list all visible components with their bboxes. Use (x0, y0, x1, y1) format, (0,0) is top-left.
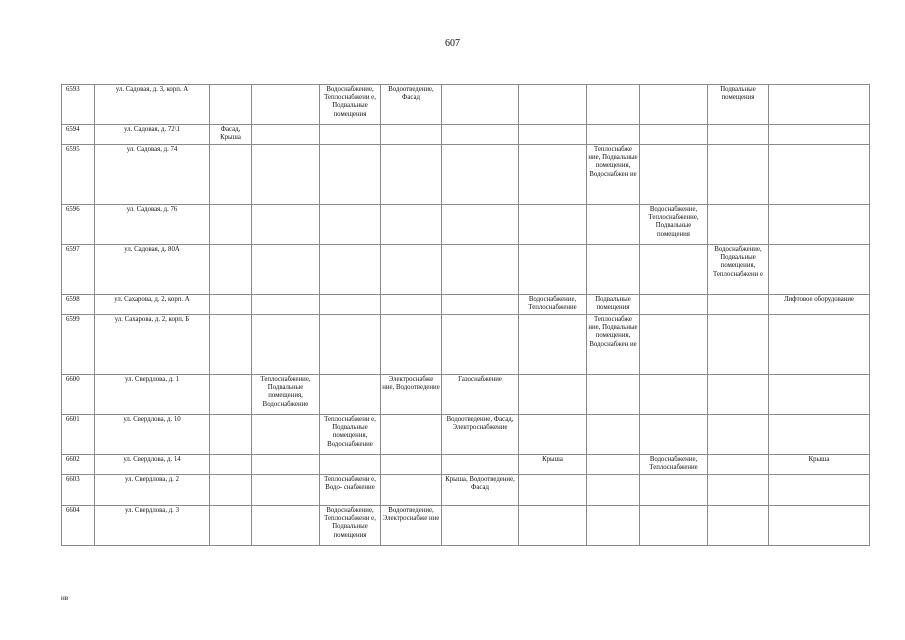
work-type-cell: Газоснабжение (442, 375, 519, 415)
work-type-cell (320, 145, 381, 205)
row-number-cell: 6599 (62, 315, 95, 375)
work-type-cell (708, 315, 769, 375)
table-row (62, 245, 870, 295)
work-type-cell: Водоснабжение, Теплоснабжени е, Подвальные помещения (320, 506, 381, 546)
table-row (62, 455, 870, 475)
work-type-cell (381, 415, 442, 455)
work-type-cell (320, 455, 381, 475)
work-type-cell: Теплоснабже ние, Подвальные помещения, Водоснабжен ие (587, 145, 640, 205)
address-cell: ул. Садовая, д. 80А (95, 245, 210, 295)
work-type-cell (708, 415, 769, 455)
address-cell: ул. Садовая, д. 72\1 (95, 125, 210, 145)
footer-mark: нв (61, 594, 69, 602)
work-type-cell (708, 295, 769, 315)
work-type-cell (640, 145, 708, 205)
work-type-cell (769, 145, 870, 205)
row-number-cell: 6602 (62, 455, 95, 475)
work-type-cell (769, 245, 870, 295)
work-type-cell: Теплоснабжени е, Водо- снабжение (320, 475, 381, 506)
table-row (62, 205, 870, 245)
address-cell: ул. Свердлова, д. 10 (95, 415, 210, 455)
work-type-cell (252, 205, 320, 245)
work-type-cell (210, 145, 252, 205)
table-row (62, 415, 870, 455)
work-type-cell: Водоотведение, Фасад, Электроснабжение (442, 415, 519, 455)
work-type-cell: Крыша (769, 455, 870, 475)
table-row (62, 85, 870, 125)
work-type-cell (252, 415, 320, 455)
work-type-cell (587, 455, 640, 475)
work-type-cell: Водоотведение, Фасад (381, 85, 442, 125)
work-type-cell (708, 475, 769, 506)
work-type-cell: Теплоснабжени е, Подвальные помещения, Водоснабжение (320, 415, 381, 455)
work-type-cell: Водоснабжение, Подвальные помещения, Теплоснабжени е (708, 245, 769, 295)
work-type-cell (442, 506, 519, 546)
work-type-cell (519, 85, 587, 125)
work-type-cell (708, 145, 769, 205)
work-type-cell: Подвальные помещения (708, 85, 769, 125)
table-row (62, 375, 870, 415)
work-type-cell (519, 415, 587, 455)
work-type-cell (252, 315, 320, 375)
row-number-cell: 6595 (62, 145, 95, 205)
row-number-cell: 6604 (62, 506, 95, 546)
work-type-cell (381, 475, 442, 506)
work-type-cell: Лифтовое оборудование (769, 295, 870, 315)
work-type-cell (381, 245, 442, 295)
work-type-cell (381, 145, 442, 205)
work-type-cell (769, 475, 870, 506)
address-cell: ул. Сахарова, д. 2, корп. А (95, 295, 210, 315)
work-type-cell (210, 415, 252, 455)
work-type-cell: Водоснабжение, Теплоснабжение (519, 295, 587, 315)
work-type-cell (442, 85, 519, 125)
work-type-cell (769, 375, 870, 415)
row-number-cell: 6598 (62, 295, 95, 315)
work-type-cell: Теплоснабжение, Подвальные помещения, Водоснабжение (252, 375, 320, 415)
work-type-cell: Водоотведение, Электроснабже ние (381, 506, 442, 546)
work-type-cell (210, 85, 252, 125)
address-cell: ул. Свердлова, д. 2 (95, 475, 210, 506)
work-type-cell (381, 295, 442, 315)
work-type-cell (210, 315, 252, 375)
address-cell: ул. Сахарова, д. 2, корп. Б (95, 315, 210, 375)
work-type-cell (769, 415, 870, 455)
work-type-cell (442, 145, 519, 205)
row-number-cell: 6600 (62, 375, 95, 415)
table-row (62, 295, 870, 315)
work-type-cell (587, 125, 640, 145)
work-type-cell (708, 455, 769, 475)
work-type-cell (769, 125, 870, 145)
work-type-cell: Крыша, Водоотведение, Фасад (442, 475, 519, 506)
work-type-cell (708, 375, 769, 415)
table-body (62, 85, 870, 546)
work-type-cell (769, 85, 870, 125)
work-type-cell (442, 315, 519, 375)
work-type-cell (320, 315, 381, 375)
work-type-cell (320, 375, 381, 415)
work-type-cell: Теплоснабже ние, Подвальные помещения, Водоснабжен ие (587, 315, 640, 375)
work-type-cell (210, 506, 252, 546)
work-type-cell (587, 415, 640, 455)
work-type-cell (708, 506, 769, 546)
work-type-cell (769, 315, 870, 375)
work-type-cell (442, 125, 519, 145)
table-row (62, 315, 870, 375)
work-type-cell: Электроснабже ние, Водоотведение (381, 375, 442, 415)
address-cell: ул. Садовая, д. 3, корп. А (95, 85, 210, 125)
work-type-cell: Фасад, Крыша (210, 125, 252, 145)
row-number-cell: 6593 (62, 85, 95, 125)
work-type-cell (587, 475, 640, 506)
work-type-cell (708, 205, 769, 245)
work-type-cell (320, 245, 381, 295)
work-type-cell (320, 125, 381, 145)
work-type-cell (519, 125, 587, 145)
work-type-cell (519, 145, 587, 205)
address-cell: ул. Садовая, д. 76 (95, 205, 210, 245)
work-type-cell (320, 295, 381, 315)
address-cell: ул. Свердлова, д. 1 (95, 375, 210, 415)
work-type-cell (640, 506, 708, 546)
work-type-cell (252, 295, 320, 315)
work-type-cell (640, 295, 708, 315)
work-type-cell: Крыша (519, 455, 587, 475)
work-type-cell (769, 506, 870, 546)
work-type-cell (519, 475, 587, 506)
work-type-cell (442, 455, 519, 475)
work-type-cell (587, 205, 640, 245)
work-type-cell: Водоснабжение, Теплоснабжение (640, 455, 708, 475)
work-type-cell (640, 125, 708, 145)
work-type-cell (252, 455, 320, 475)
work-type-cell (381, 455, 442, 475)
work-type-cell (708, 125, 769, 145)
row-number-cell: 6594 (62, 125, 95, 145)
table-row (62, 506, 870, 546)
work-type-cell (210, 295, 252, 315)
work-type-cell (519, 506, 587, 546)
address-cell: ул. Свердлова, д. 14 (95, 455, 210, 475)
work-type-cell (442, 295, 519, 315)
work-type-cell (320, 205, 381, 245)
row-number-cell: 6603 (62, 475, 95, 506)
work-type-cell (640, 315, 708, 375)
work-type-cell (252, 85, 320, 125)
work-type-cell (640, 245, 708, 295)
work-type-cell (519, 375, 587, 415)
work-type-cell (381, 315, 442, 375)
address-cell: ул. Садовая, д. 74 (95, 145, 210, 205)
work-type-cell (587, 85, 640, 125)
work-type-cell (587, 506, 640, 546)
work-type-cell (252, 245, 320, 295)
work-type-cell (252, 506, 320, 546)
page-number: 607 (445, 38, 460, 49)
work-type-cell: Водоснабжение, Теплоснабжение, Подвальные помещения (640, 205, 708, 245)
work-type-cell (210, 375, 252, 415)
row-number-cell: 6596 (62, 205, 95, 245)
work-type-cell (252, 125, 320, 145)
repair-schedule-table (61, 84, 870, 546)
work-type-cell (519, 245, 587, 295)
work-type-cell (640, 415, 708, 455)
work-type-cell: Водоснабжение, Теплоснабжени е, Подвальные помещения (320, 85, 381, 125)
work-type-cell (640, 375, 708, 415)
row-number-cell: 6597 (62, 245, 95, 295)
table-row (62, 475, 870, 506)
address-cell: ул. Свердлова, д. 3 (95, 506, 210, 546)
work-type-cell (381, 125, 442, 145)
work-type-cell (769, 205, 870, 245)
work-type-cell (519, 205, 587, 245)
work-type-cell (519, 315, 587, 375)
row-number-cell: 6601 (62, 415, 95, 455)
work-type-cell (640, 475, 708, 506)
table-row (62, 125, 870, 145)
work-type-cell (587, 245, 640, 295)
work-type-cell (210, 475, 252, 506)
work-type-cell (381, 205, 442, 245)
work-type-cell (252, 475, 320, 506)
work-type-cell (587, 375, 640, 415)
work-type-cell (442, 245, 519, 295)
work-type-cell (640, 85, 708, 125)
work-type-cell (210, 245, 252, 295)
work-type-cell (210, 205, 252, 245)
work-type-cell (210, 455, 252, 475)
work-type-cell (442, 205, 519, 245)
table-row (62, 145, 870, 205)
work-type-cell: Подвальные помещения (587, 295, 640, 315)
work-type-cell (252, 145, 320, 205)
